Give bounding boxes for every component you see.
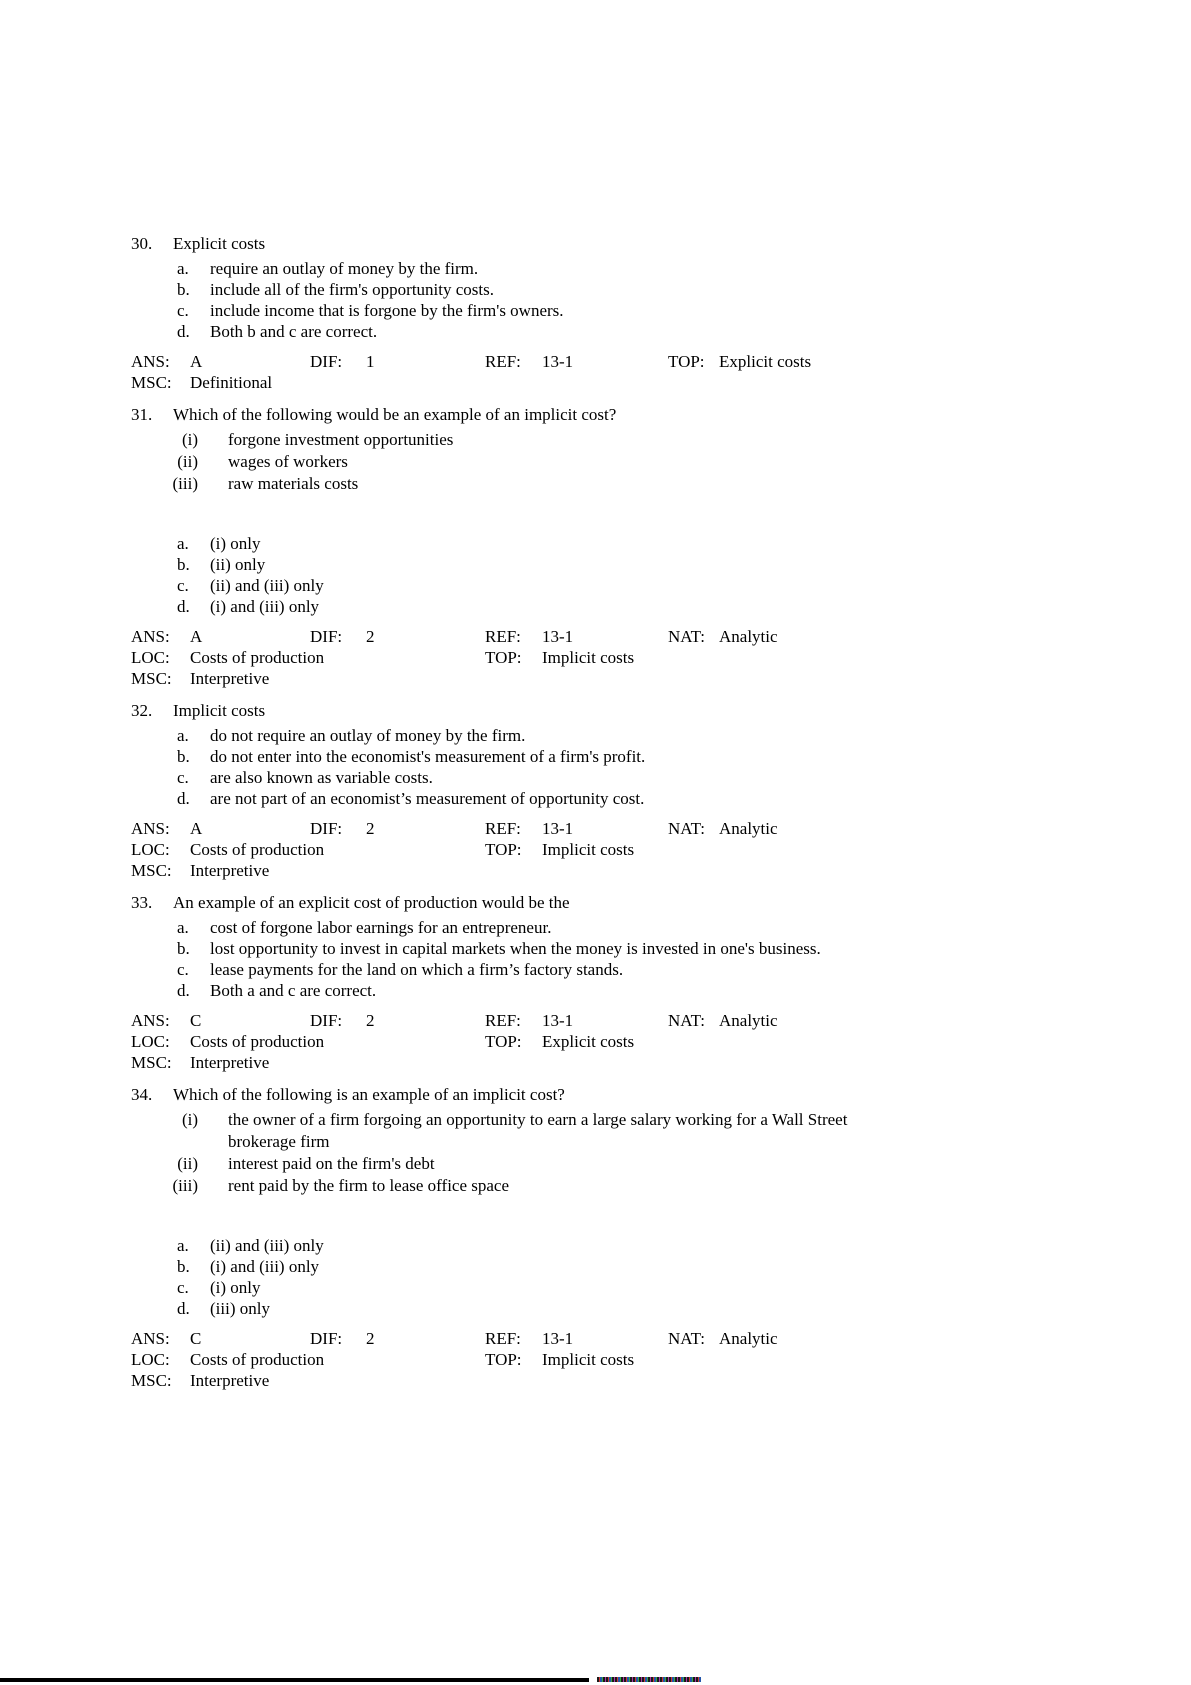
question-number: 31. xyxy=(131,405,153,424)
meta-row xyxy=(131,1052,1060,1073)
meta-label: REF: xyxy=(485,819,521,838)
answer-option xyxy=(131,575,1060,596)
roman-numeral: (iii) xyxy=(172,1176,198,1195)
meta-value: 2 xyxy=(366,627,375,646)
option-letter: d. xyxy=(177,322,190,341)
meta-value: Implicit costs xyxy=(542,840,635,859)
meta-label: LOC: xyxy=(131,840,170,859)
option-text: (ii) only xyxy=(210,555,266,574)
bottom-edge-noise-artifact xyxy=(597,1677,701,1682)
meta-row xyxy=(131,372,1060,393)
meta-label: MSC: xyxy=(131,669,172,688)
roman-numeral: (i) xyxy=(181,1110,198,1129)
meta-value: Costs of production xyxy=(190,840,325,859)
roman-item xyxy=(131,473,1060,495)
roman-item-text: the owner of a firm forgoing an opportunity to earn a large salary working for a Wall Street brokerage firm xyxy=(228,1110,848,1151)
answer-option xyxy=(131,1256,1060,1277)
answer-option xyxy=(131,959,1060,980)
meta-value: Explicit costs xyxy=(719,352,812,371)
meta-label: DIF: xyxy=(310,627,343,646)
meta-label: ANS: xyxy=(131,819,170,838)
question-block xyxy=(131,892,1060,1073)
meta-value: 2 xyxy=(366,1011,375,1030)
roman-item-text: interest paid on the firm's debt xyxy=(228,1154,435,1173)
option-text: (i) only xyxy=(210,1278,261,1297)
question-number: 32. xyxy=(131,701,153,720)
meta-value: Analytic xyxy=(719,1011,778,1030)
option-letter: b. xyxy=(177,1257,190,1276)
meta-label: LOC: xyxy=(131,1350,170,1369)
meta-value: 13-1 xyxy=(542,1011,574,1030)
meta-row xyxy=(131,1328,1060,1349)
option-letter: c. xyxy=(177,960,189,979)
meta-row xyxy=(131,1349,1060,1370)
meta-value: Interpretive xyxy=(190,669,270,688)
answer-option xyxy=(131,279,1060,300)
roman-item-text: wages of workers xyxy=(228,452,348,471)
meta-value: Implicit costs xyxy=(542,1350,635,1369)
meta-label: DIF: xyxy=(310,1329,343,1348)
answer-option xyxy=(131,1235,1060,1256)
question-block xyxy=(131,700,1060,881)
roman-item-list xyxy=(131,429,1060,495)
question-block xyxy=(131,1084,1060,1391)
roman-numeral: (ii) xyxy=(177,1154,198,1173)
roman-item xyxy=(131,1109,1060,1153)
meta-label: ANS: xyxy=(131,1011,170,1030)
meta-value: Costs of production xyxy=(190,648,325,667)
option-letter: b. xyxy=(177,280,190,299)
option-list xyxy=(131,258,1060,342)
option-text: are also known as variable costs. xyxy=(210,768,433,787)
roman-item-text: raw materials costs xyxy=(228,474,359,493)
question-text: Which of the following is an example of an implicit cost? xyxy=(173,1085,565,1104)
roman-item-text: rent paid by the firm to lease office space xyxy=(228,1176,510,1195)
meta-label: NAT: xyxy=(668,819,705,838)
meta-label: TOP: xyxy=(485,1032,522,1051)
option-letter: a. xyxy=(177,534,189,553)
roman-item xyxy=(131,451,1060,473)
answer-option xyxy=(131,980,1060,1001)
question-head xyxy=(131,404,1060,425)
answer-option xyxy=(131,767,1060,788)
meta-label: TOP: xyxy=(485,840,522,859)
meta-row xyxy=(131,1010,1060,1031)
question-number: 34. xyxy=(131,1085,153,1104)
option-text: (i) and (iii) only xyxy=(210,1257,320,1276)
meta-value: C xyxy=(190,1329,202,1348)
meta-label: DIF: xyxy=(310,819,343,838)
option-letter: a. xyxy=(177,1236,189,1255)
option-text: require an outlay of money by the firm. xyxy=(210,259,479,278)
answer-option xyxy=(131,725,1060,746)
meta-label: MSC: xyxy=(131,861,172,880)
option-text: do not enter into the economist's measurement of a firm's profit. xyxy=(210,747,646,766)
answer-option xyxy=(131,321,1060,342)
meta-value: 13-1 xyxy=(542,819,574,838)
meta-value: Definitional xyxy=(190,373,273,392)
answer-option xyxy=(131,596,1060,617)
roman-numeral: (i) xyxy=(181,430,198,449)
meta-row xyxy=(131,818,1060,839)
option-text: (i) only xyxy=(210,534,261,553)
option-letter: b. xyxy=(177,555,190,574)
option-list xyxy=(131,725,1060,809)
option-text: are not part of an economist’s measurement of opportunity cost. xyxy=(210,789,645,808)
answer-option xyxy=(131,938,1060,959)
meta-block xyxy=(131,818,1060,881)
option-letter: c. xyxy=(177,301,189,320)
bottom-edge-bar xyxy=(0,1678,589,1682)
option-letter: c. xyxy=(177,1278,189,1297)
option-text: include all of the firm's opportunity costs. xyxy=(210,280,494,299)
question-text: Implicit costs xyxy=(173,701,266,720)
question-head xyxy=(131,1084,1060,1105)
option-letter: c. xyxy=(177,576,189,595)
meta-label: REF: xyxy=(485,1329,521,1348)
option-text: include income that is forgone by the firm's owners. xyxy=(210,301,564,320)
option-text: Both a and c are correct. xyxy=(210,981,377,1000)
meta-label: ANS: xyxy=(131,627,170,646)
roman-item xyxy=(131,429,1060,451)
question-text: Which of the following would be an example of an implicit cost? xyxy=(173,405,617,424)
option-text: cost of forgone labor earnings for an entrepreneur. xyxy=(210,918,552,937)
meta-label: TOP: xyxy=(668,352,705,371)
roman-item-text: forgone investment opportunities xyxy=(228,430,454,449)
option-letter: a. xyxy=(177,918,189,937)
answer-option xyxy=(131,1277,1060,1298)
meta-block xyxy=(131,626,1060,689)
answer-option xyxy=(131,533,1060,554)
meta-label: NAT: xyxy=(668,627,705,646)
option-letter: d. xyxy=(177,981,190,1000)
meta-label: NAT: xyxy=(668,1329,705,1348)
meta-value: Explicit costs xyxy=(542,1032,635,1051)
meta-label: REF: xyxy=(485,1011,521,1030)
meta-value: 13-1 xyxy=(542,627,574,646)
meta-value: A xyxy=(190,819,203,838)
meta-label: REF: xyxy=(485,352,521,371)
option-text: (ii) and (iii) only xyxy=(210,1236,324,1255)
meta-label: ANS: xyxy=(131,352,170,371)
question-head xyxy=(131,700,1060,721)
meta-row xyxy=(131,668,1060,689)
question-list xyxy=(131,233,1060,1391)
meta-row xyxy=(131,626,1060,647)
option-letter: d. xyxy=(177,789,190,808)
meta-label: MSC: xyxy=(131,373,172,392)
option-letter: b. xyxy=(177,939,190,958)
meta-value: A xyxy=(190,627,203,646)
meta-value: Costs of production xyxy=(190,1350,325,1369)
meta-value: Analytic xyxy=(719,1329,778,1348)
meta-value: Interpretive xyxy=(190,1053,270,1072)
question-block xyxy=(131,233,1060,393)
meta-row xyxy=(131,1031,1060,1052)
meta-label: MSC: xyxy=(131,1053,172,1072)
answer-option xyxy=(131,746,1060,767)
meta-label: LOC: xyxy=(131,1032,170,1051)
meta-label: NAT: xyxy=(668,1011,705,1030)
meta-value: 13-1 xyxy=(542,352,574,371)
option-letter: a. xyxy=(177,259,189,278)
roman-item-list xyxy=(131,1109,1060,1197)
option-text: Both b and c are correct. xyxy=(210,322,378,341)
meta-value: 2 xyxy=(366,1329,375,1348)
option-letter: c. xyxy=(177,768,189,787)
meta-row xyxy=(131,351,1060,372)
roman-numeral: (iii) xyxy=(172,474,198,493)
option-text: (ii) and (iii) only xyxy=(210,576,324,595)
option-letter: b. xyxy=(177,747,190,766)
option-letter: a. xyxy=(177,726,189,745)
meta-value: 2 xyxy=(366,819,375,838)
roman-item xyxy=(131,1175,1060,1197)
answer-option xyxy=(131,917,1060,938)
meta-label: ANS: xyxy=(131,1329,170,1348)
option-list xyxy=(131,917,1060,1001)
meta-row xyxy=(131,1370,1060,1391)
roman-numeral: (ii) xyxy=(177,452,198,471)
option-text: lost opportunity to invest in capital markets when the money is invested in one's business. xyxy=(210,939,821,958)
meta-label: MSC: xyxy=(131,1371,172,1390)
meta-block xyxy=(131,1328,1060,1391)
meta-block xyxy=(131,351,1060,393)
meta-label: TOP: xyxy=(485,1350,522,1369)
answer-option xyxy=(131,788,1060,809)
meta-row xyxy=(131,839,1060,860)
question-block xyxy=(131,404,1060,689)
answer-option xyxy=(131,1298,1060,1319)
answer-option xyxy=(131,258,1060,279)
meta-value: C xyxy=(190,1011,202,1030)
meta-row xyxy=(131,860,1060,881)
meta-label: DIF: xyxy=(310,1011,343,1030)
question-text: Explicit costs xyxy=(173,234,266,253)
meta-label: REF: xyxy=(485,627,521,646)
meta-value: Costs of production xyxy=(190,1032,325,1051)
meta-value: A xyxy=(190,352,203,371)
answer-option xyxy=(131,554,1060,575)
answer-option xyxy=(131,300,1060,321)
option-text: lease payments for the land on which a firm’s factory stands. xyxy=(210,960,624,979)
meta-label: TOP: xyxy=(485,648,522,667)
option-letter: d. xyxy=(177,597,190,616)
question-number: 30. xyxy=(131,234,153,253)
option-text: do not require an outlay of money by the firm. xyxy=(210,726,526,745)
option-list xyxy=(131,1235,1060,1319)
meta-block xyxy=(131,1010,1060,1073)
question-text: An example of an explicit cost of production would be the xyxy=(173,893,570,912)
meta-value: Interpretive xyxy=(190,861,270,880)
meta-value: Analytic xyxy=(719,819,778,838)
meta-value: 1 xyxy=(366,352,375,371)
question-head xyxy=(131,892,1060,913)
meta-value: 13-1 xyxy=(542,1329,574,1348)
option-text: (i) and (iii) only xyxy=(210,597,320,616)
meta-value: Interpretive xyxy=(190,1371,270,1390)
roman-item xyxy=(131,1153,1060,1175)
option-letter: d. xyxy=(177,1299,190,1318)
meta-row xyxy=(131,647,1060,668)
meta-label: DIF: xyxy=(310,352,343,371)
meta-label: LOC: xyxy=(131,648,170,667)
meta-value: Analytic xyxy=(719,627,778,646)
meta-value: Implicit costs xyxy=(542,648,635,667)
option-text: (iii) only xyxy=(210,1299,270,1318)
question-number: 33. xyxy=(131,893,153,912)
option-list xyxy=(131,533,1060,617)
question-head xyxy=(131,233,1060,254)
